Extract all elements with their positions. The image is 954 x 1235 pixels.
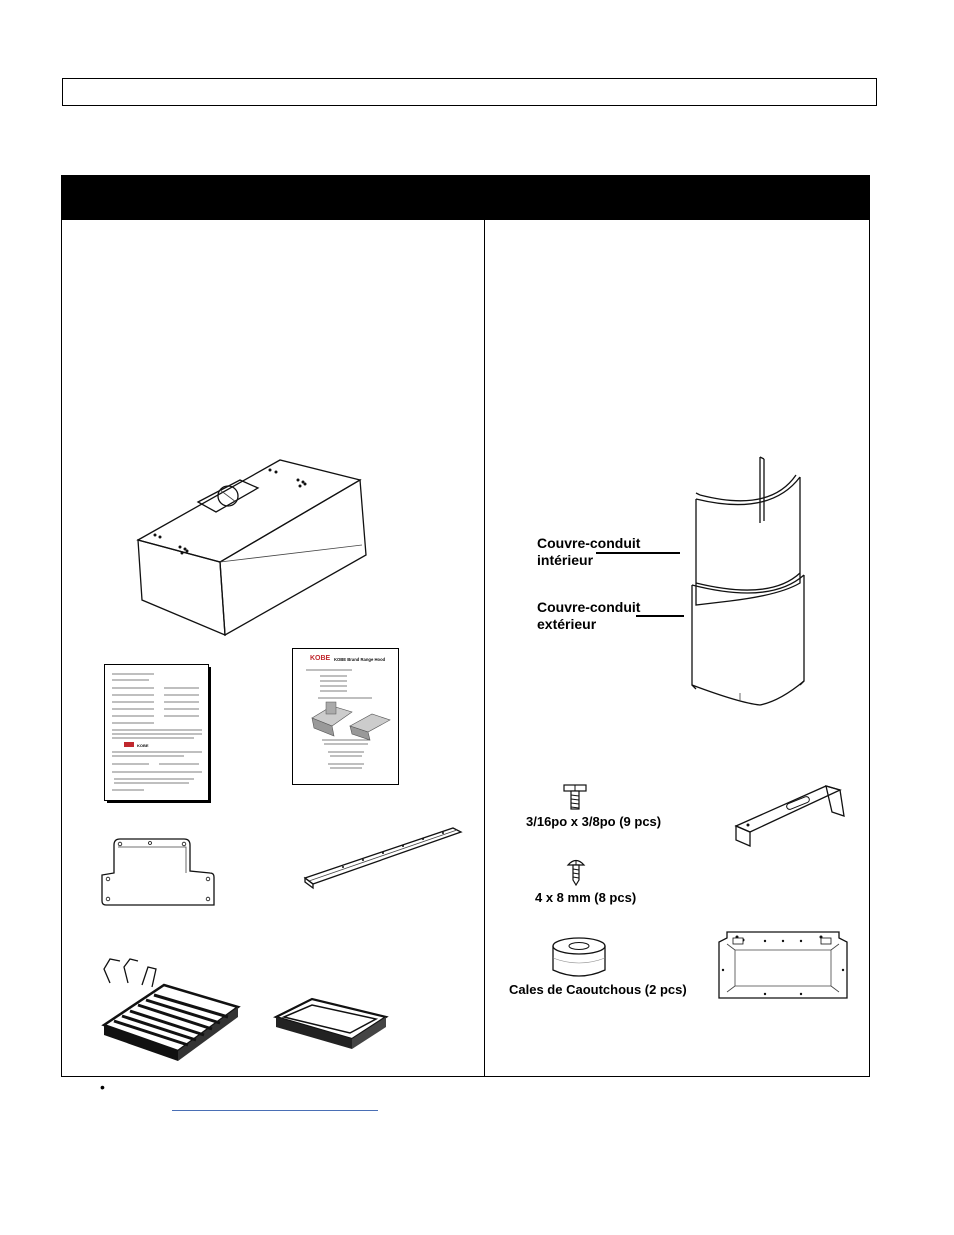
outer-cover-leader-line <box>636 614 684 618</box>
small-screw-icon <box>567 858 585 886</box>
mounting-bracket-illustration <box>734 780 850 848</box>
rubber-washer-illustration <box>551 936 607 980</box>
range-hood-illustration <box>130 450 380 640</box>
outer-cover-label: Couvre-conduit extérieur <box>537 599 641 632</box>
warranty-card-illustration <box>104 664 212 804</box>
footnote-link-underline[interactable] <box>172 1110 378 1111</box>
grease-filter-illustration <box>98 955 248 1073</box>
mounting-rail-illustration <box>303 826 465 890</box>
table-column-divider <box>484 219 485 1077</box>
inner-cover-label: Couvre-conduit intérieur <box>537 535 641 568</box>
small-screw-label: 4 x 8 mm (8 pcs) <box>535 890 637 905</box>
rubber-washers-label: Cales de Caoutchous (2 pcs) <box>509 982 687 997</box>
inner-cover-leader-line <box>596 551 680 555</box>
large-screw-icon <box>563 784 587 814</box>
installation-manual-illustration <box>292 648 400 786</box>
top-text-box <box>62 78 877 106</box>
large-screw-label: 3/16po x 3/8po (9 pcs) <box>526 814 662 829</box>
warranty-card-brand: KOBE <box>137 743 149 748</box>
filter-frame-illustration <box>272 995 390 1053</box>
footnote-bullet: • <box>100 1079 105 1095</box>
chimney-covers-illustration <box>630 455 810 710</box>
table-header-bar <box>61 175 870 220</box>
manual-title: KOBE Brand Range Hood <box>334 657 386 662</box>
mounting-plate-illustration <box>715 930 850 1005</box>
manual-brand-logo: KOBE <box>310 655 331 662</box>
duct-plate-illustration <box>100 835 215 915</box>
